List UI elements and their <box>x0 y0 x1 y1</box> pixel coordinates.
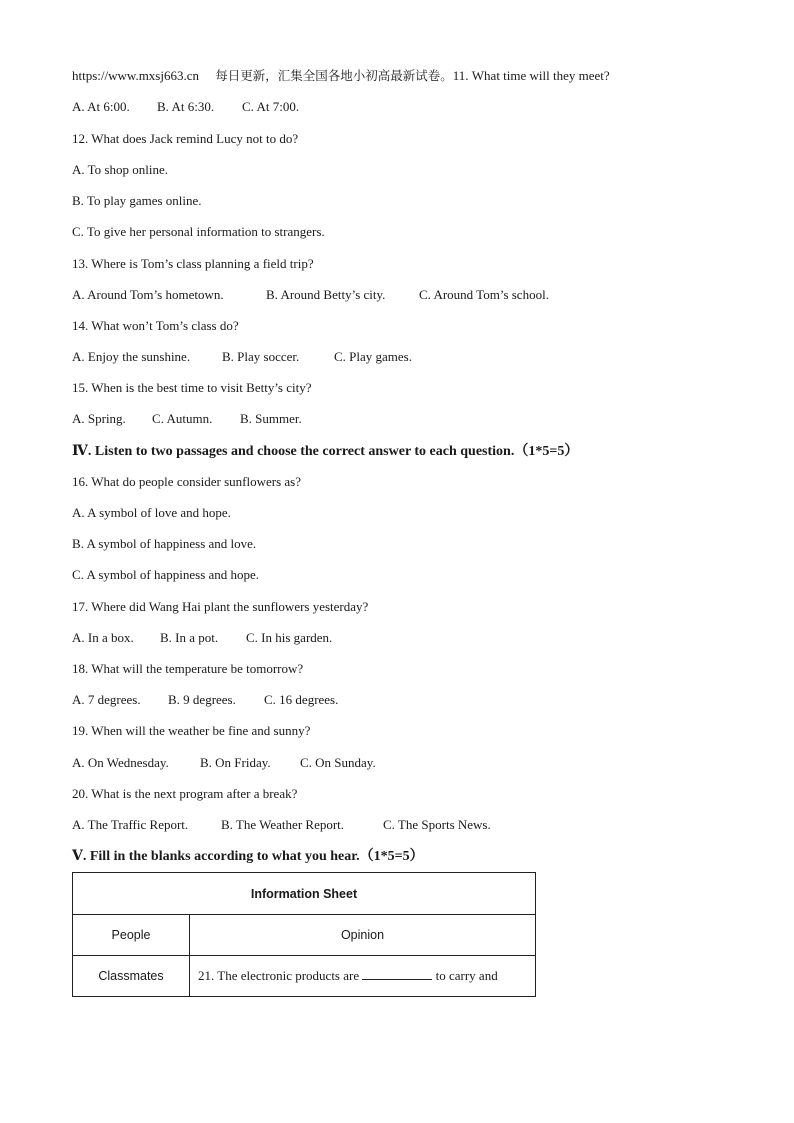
cell-opinion-21 <box>190 956 536 997</box>
q14-option-a: A. Enjoy the sunshine. <box>72 349 191 364</box>
cell-classmates: Classmates <box>73 956 190 997</box>
q20-option-c: C. The Sports News. <box>383 817 491 832</box>
q20-options <box>72 817 491 833</box>
q18-options <box>72 692 338 708</box>
q21-suffix: to carry and <box>435 968 498 983</box>
q21-blank[interactable] <box>362 968 432 980</box>
q17-option-a: A. In a box. <box>72 630 134 645</box>
q15-option-b: B. Summer. <box>240 411 302 426</box>
section-4-heading: Ⅳ. Listen to two passages and choose the correct answer to each question.（1*5=5） <box>72 444 579 459</box>
q14-option-c: C. Play games. <box>334 349 412 364</box>
q13-option-c: C. Around Tom’s school. <box>419 287 549 302</box>
q15-option-c: C. Autumn. <box>152 411 213 426</box>
table-title: Information Sheet <box>73 873 536 915</box>
question-13: 13. Where is Tom’s class planning a field trip? <box>72 256 314 271</box>
q17-options <box>72 630 332 646</box>
q21-prefix: 21. The electronic products are <box>198 968 360 983</box>
question-12: 12. What does Jack remind Lucy not to do? <box>72 131 299 146</box>
information-sheet-table <box>72 872 536 997</box>
question-17: 17. Where did Wang Hai plant the sunflowers yesterday? <box>72 599 369 614</box>
site-url[interactable]: https://www.mxsj663.cn <box>72 68 199 83</box>
section-5-heading: Ⅴ. Fill in the blanks according to what you hear.（1*5=5） <box>72 849 424 864</box>
q11-option-a: A. At 6:00. <box>72 99 130 114</box>
q11-options <box>72 99 299 115</box>
question-16: 16. What do people consider sunflowers as? <box>72 474 302 489</box>
question-19: 19. When will the weather be fine and sunny? <box>72 723 311 738</box>
q12-option-a: A. To shop online. <box>72 162 168 177</box>
q13-option-a: A. Around Tom’s hometown. <box>72 287 224 302</box>
header-people: People <box>73 915 190 956</box>
question-15: 15. When is the best time to visit Betty’s city? <box>72 380 312 395</box>
header-opinion: Opinion <box>190 915 536 956</box>
q18-option-c: C. 16 degrees. <box>264 692 339 707</box>
q16-option-c: C. A symbol of happiness and hope. <box>72 567 260 582</box>
q17-option-b: B. In a pot. <box>160 630 219 645</box>
q16-option-b: B. A symbol of happiness and love. <box>72 536 257 551</box>
question-18: 18. What will the temperature be tomorrow? <box>72 661 304 676</box>
q15-options <box>72 411 302 427</box>
q19-options <box>72 755 376 771</box>
q19-option-c: C. On Sunday. <box>300 755 376 770</box>
q14-option-b: B. Play soccer. <box>222 349 300 364</box>
q13-option-b: B. Around Betty’s city. <box>266 287 386 302</box>
q12-option-c: C. To give her personal information to strangers. <box>72 224 325 239</box>
q18-option-a: A. 7 degrees. <box>72 692 141 707</box>
site-tagline: 每日更新，汇集全国各地小初高最新试卷。 <box>215 68 453 83</box>
q18-option-b: B. 9 degrees. <box>168 692 236 707</box>
q16-option-a: A. A symbol of love and hope. <box>72 505 231 520</box>
q17-option-c: C. In his garden. <box>246 630 333 645</box>
q19-option-a: A. On Wednesday. <box>72 755 169 770</box>
q11-option-b: B. At 6:30. <box>157 99 215 114</box>
q11-option-c: C. At 7:00. <box>242 99 300 114</box>
q14-options <box>72 349 412 365</box>
q13-options <box>72 287 549 303</box>
q12-option-b: B. To play games online. <box>72 193 202 208</box>
question-11: 11. What time will they meet? <box>452 68 610 83</box>
question-14: 14. What won’t Tom’s class do? <box>72 318 239 333</box>
header-line <box>72 68 610 84</box>
q20-option-a: A. The Traffic Report. <box>72 817 189 832</box>
q20-option-b: B. The Weather Report. <box>221 817 345 832</box>
question-20: 20. What is the next program after a break? <box>72 786 298 801</box>
q15-option-a: A. Spring. <box>72 411 126 426</box>
q19-option-b: B. On Friday. <box>200 755 271 770</box>
